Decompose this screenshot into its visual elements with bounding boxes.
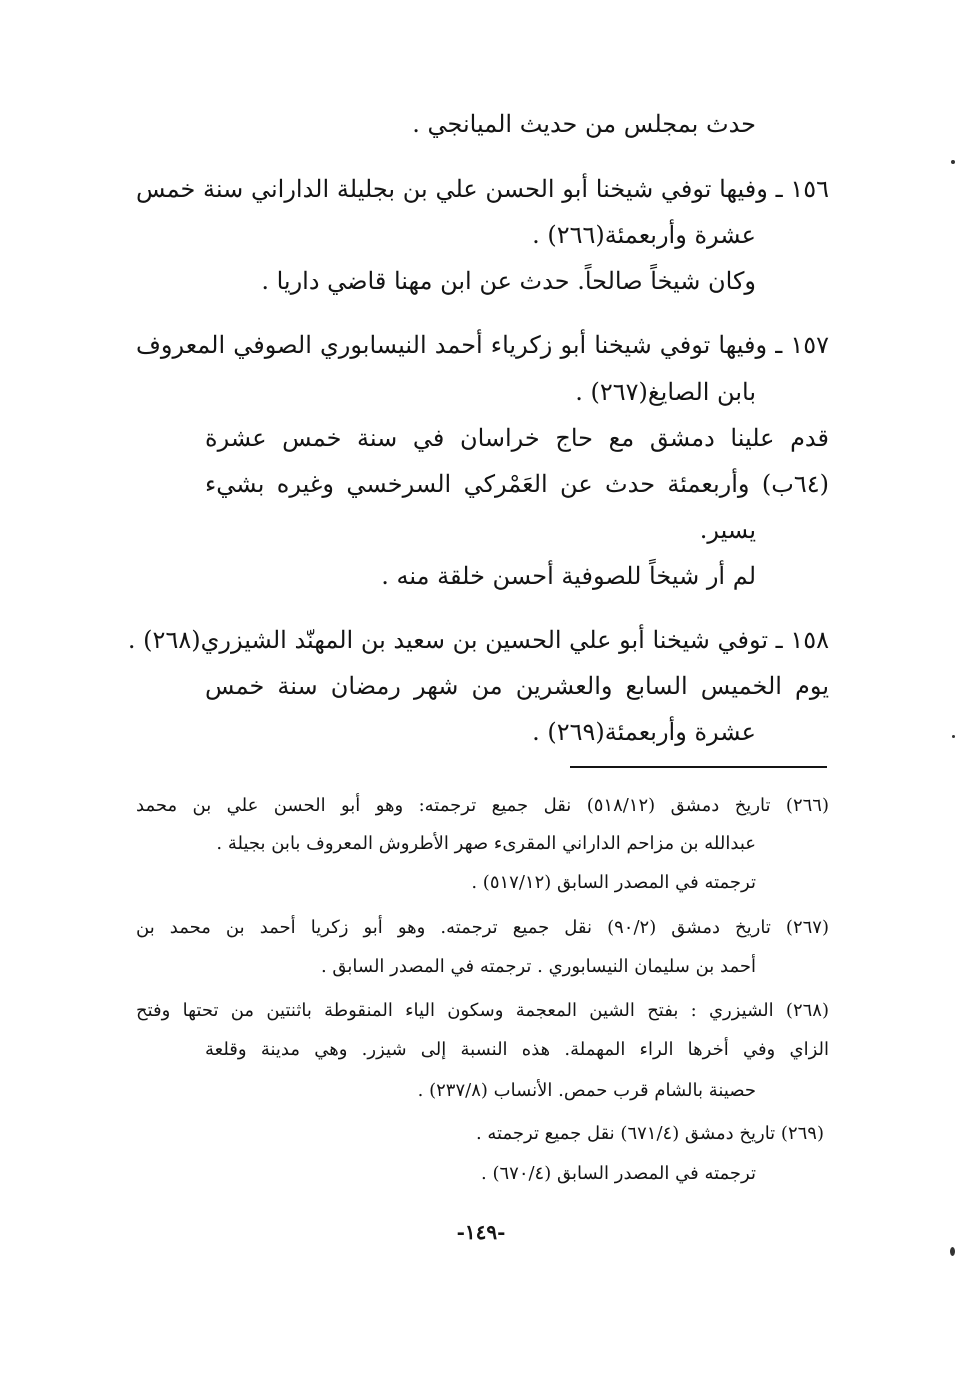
main-line-3: عشرة وأربعمئة(٢٦٦) . (532, 221, 756, 249)
page-number: -١٤٩- (456, 1220, 506, 1244)
footnote-separator (570, 766, 827, 768)
footnote-269-line-1: (٢٦٩) تاريخ دمشق (٦٧١/٤) نقل جميع ترجمته . (475, 1123, 824, 1144)
footnote-268-line-3: حصينة بالشام قرب حمص. الأنساب (٢٣٧/٨) . (417, 1080, 756, 1101)
main-line-6: بابن الصايغ(٢٦٧) . (575, 378, 756, 406)
main-line-4: وكان شيخاً صالحاً. حدث عن ابن مهنا قاضي داريا . (261, 267, 756, 295)
footnote-269-line-2: ترجمته في المصدر السابق (٦٧٠/٤) . (481, 1163, 756, 1184)
main-line-8: (٦٤ب) وأربعمئة حدث عن العَمْركي السرخسي وغيره بشيء (205, 470, 829, 498)
main-line-1: حدث بمجلس من حديث الميانجي . (412, 110, 756, 138)
main-line-9: يسير. (699, 516, 756, 544)
entry-158-first-line: ١٥٨ ـ توفي شيخنا أبو علي الحسين بن سعيد بن المهنّد الشيزري(٢٦٨) . (127, 626, 829, 654)
footnote-266-line-3: ترجمته في المصدر السابق (٥١٧/١٢) . (471, 872, 756, 893)
footnote-267-line-2: أحمد بن سليمان النيسابوري . ترجمته في المصدر السابق . (320, 956, 756, 977)
entry-156-first-line: ١٥٦ ـ وفيها توفي شيخنا أبو الحسن علي بن بجليلة الداراني سنة خمس (136, 175, 829, 203)
footnote-268-line-1: (٢٦٨) الشيزري : بفتح الشين المعجمة وسكون الياء المنقوطة باثنتين من تحتها وفتح (136, 1000, 829, 1021)
scan-speck (950, 1247, 955, 1256)
main-line-12: يوم الخميس السابع والعشرين من شهر رمضان سنة خمس (205, 672, 829, 700)
scan-speck (951, 160, 955, 164)
main-line-10: لم أر شيخاً للصوفية أحسن خلقة منه . (381, 562, 756, 590)
footnote-266-line-2: عبدالله بن مزاحم الداراني المقرىء صهر الأطروش المعروف بابن بجيلة . (216, 833, 756, 854)
scan-speck (952, 735, 955, 738)
entry-157-first-line: ١٥٧ ـ وفيها توفي شيخنا أبو زكرياء أحمد النيسابوري الصوفي المعروف (136, 331, 829, 359)
footnote-266-line-1: (٢٦٦) تاريخ دمشق (٥١٨/١٢) نقل جميع ترجمته: وهو أبو الحسن علي بن محمد (136, 795, 829, 816)
footnote-268-line-2: الزاي وفي أخرها الراء المهملة. هذه النسبة إلى شيزر. وهي مدينة وقلعة (205, 1039, 829, 1060)
footnote-267-line-1: (٢٦٧) تاريخ دمشق (٩٠/٢) نقل جميع ترجمته. وهو أبو زكريا أحمد بن محمد بن (136, 917, 829, 938)
main-line-13: عشرة وأربعمئة(٢٦٩) . (532, 718, 756, 746)
main-line-7: قدم علينا دمشق مع حاج خراسان في سنة خمس عشرة (205, 424, 829, 452)
